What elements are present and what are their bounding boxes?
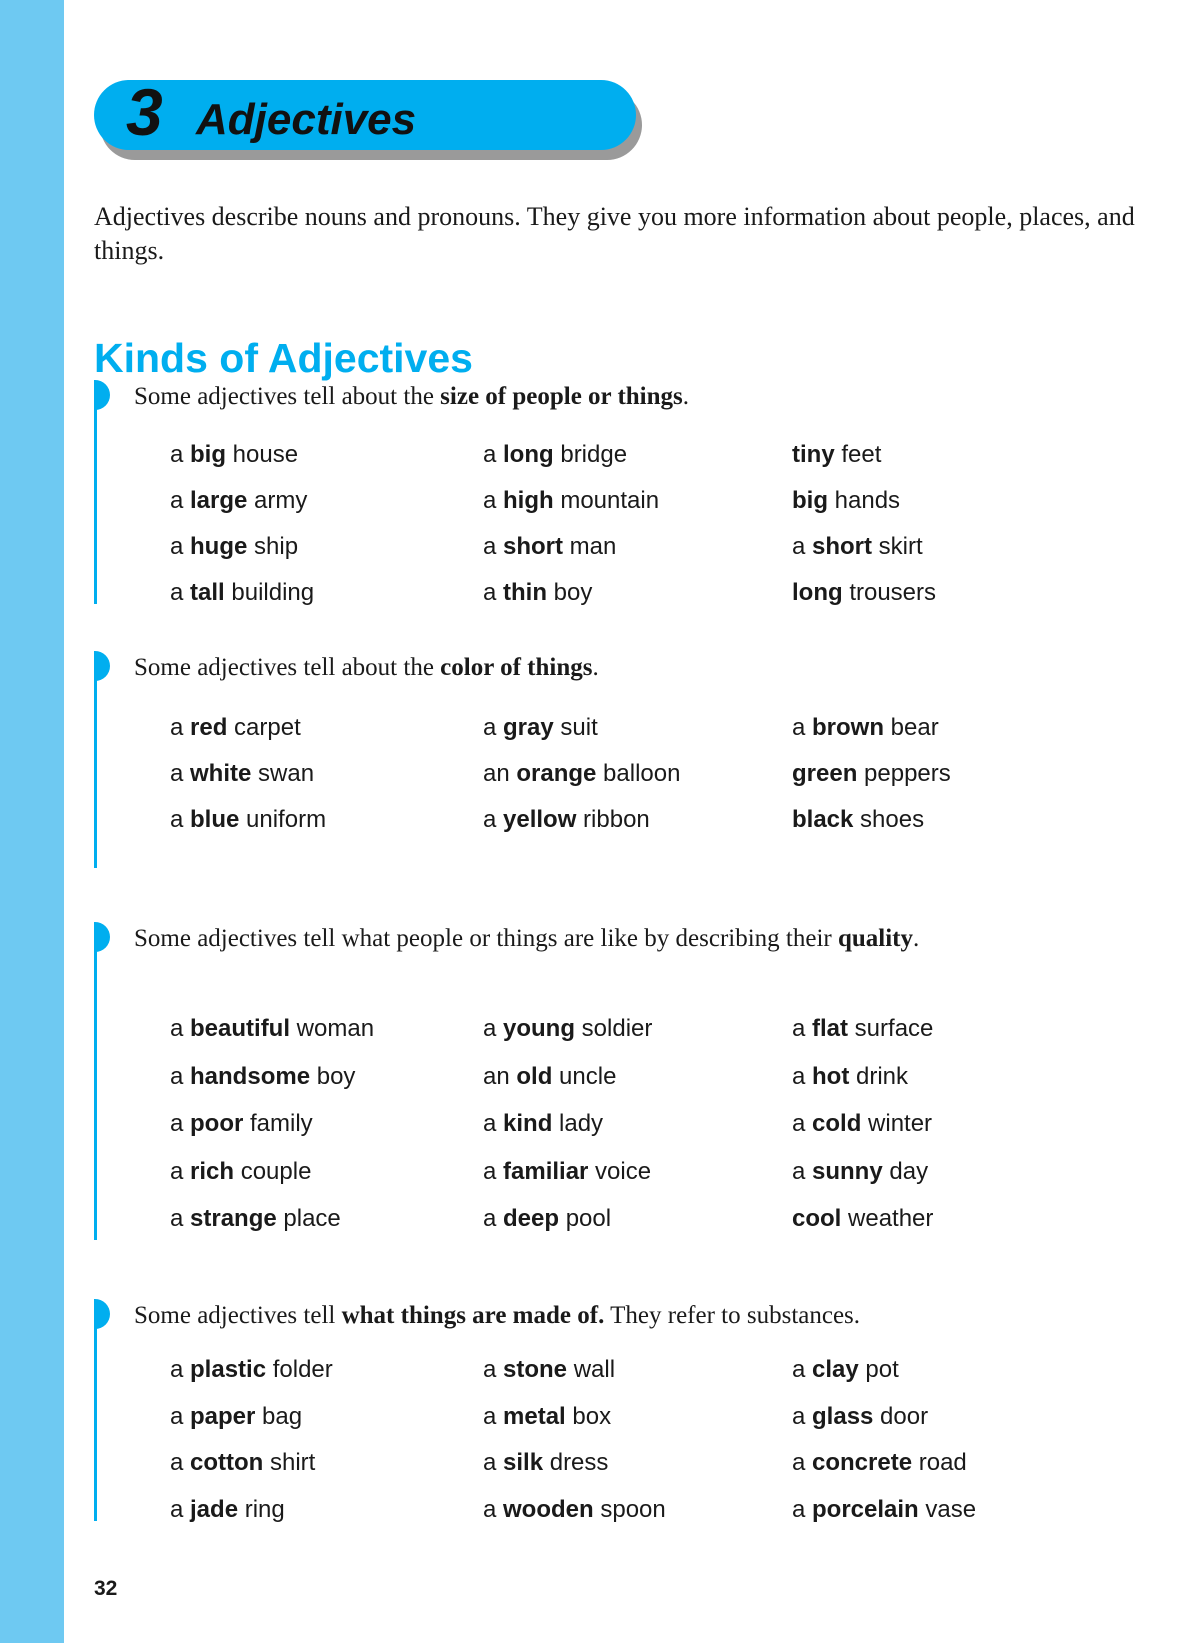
adjective: flat <box>812 1015 849 1042</box>
noun: winter <box>861 1110 933 1137</box>
lead-text: Some adjectives tell about the <box>134 654 441 681</box>
example-phrase <box>792 532 923 562</box>
noun: road <box>912 1449 967 1476</box>
adjective: metal <box>503 1403 566 1430</box>
example-phrase <box>170 759 314 789</box>
chapter-number: 3 <box>126 75 161 149</box>
article: an <box>483 760 517 787</box>
article: a <box>792 1063 813 1090</box>
example-phrase <box>483 759 680 789</box>
noun: ship <box>247 533 299 560</box>
lead-text: . <box>592 654 599 681</box>
article: a <box>792 1015 813 1042</box>
example-phrase <box>792 486 900 516</box>
example-phrase <box>170 1448 315 1478</box>
article: a <box>483 487 504 514</box>
adjective: tiny <box>792 441 835 468</box>
example-phrase <box>170 1109 313 1139</box>
article: a <box>483 1449 504 1476</box>
noun: couple <box>234 1158 312 1185</box>
example-phrase <box>792 1204 933 1234</box>
section-heading: Kinds of Adjectives <box>94 335 473 381</box>
adjective: young <box>503 1015 576 1042</box>
noun: family <box>243 1110 313 1137</box>
noun: surface <box>848 1015 934 1042</box>
noun: skirt <box>872 533 923 560</box>
noun: carpet <box>227 714 301 741</box>
noun: feet <box>834 441 882 468</box>
example-phrase <box>170 713 301 743</box>
article: a <box>170 714 191 741</box>
adjective: long <box>792 579 843 606</box>
noun: uncle <box>552 1063 617 1090</box>
bullet-marker-icon <box>94 1299 110 1329</box>
article: a <box>170 487 191 514</box>
noun: man <box>563 533 617 560</box>
noun: shirt <box>263 1449 316 1476</box>
article: a <box>170 1356 191 1383</box>
adjective: glass <box>812 1403 874 1430</box>
lead-text: Some adjectives tell <box>134 1302 342 1329</box>
article: a <box>170 760 191 787</box>
example-phrase <box>483 1204 611 1234</box>
example-phrase <box>483 532 616 562</box>
example-phrase <box>792 440 881 470</box>
article: a <box>483 806 504 833</box>
noun: wall <box>567 1356 616 1383</box>
example-phrase <box>170 1157 311 1187</box>
example-phrase <box>792 1355 899 1385</box>
group-lead-sentence <box>134 380 1094 414</box>
adjective: sunny <box>812 1158 883 1185</box>
adjective: cold <box>812 1110 862 1137</box>
example-phrase <box>792 1014 933 1044</box>
article: a <box>792 1110 813 1137</box>
adjective: beautiful <box>190 1015 291 1042</box>
noun: voice <box>588 1158 652 1185</box>
adjective: handsome <box>190 1063 311 1090</box>
article: a <box>170 1158 191 1185</box>
article: a <box>170 533 191 560</box>
example-phrase <box>483 486 659 516</box>
example-phrase <box>170 1355 333 1385</box>
adjective: stone <box>503 1356 568 1383</box>
example-phrase <box>170 1495 285 1525</box>
bullet-marker-icon <box>94 651 110 681</box>
noun: vase <box>918 1496 977 1523</box>
adjective: high <box>503 487 554 514</box>
example-phrase <box>483 713 598 743</box>
lead-text: Some adjectives tell what people or things are like by describing their <box>134 925 838 952</box>
adjective: long <box>503 441 554 468</box>
example-phrase <box>483 1355 615 1385</box>
adjective: white <box>190 760 252 787</box>
article: a <box>170 1403 191 1430</box>
adjective: deep <box>503 1205 560 1232</box>
group-rule <box>94 653 97 868</box>
article: a <box>170 579 191 606</box>
bullet-marker-icon <box>94 922 110 952</box>
noun: mountain <box>553 487 660 514</box>
noun: building <box>224 579 315 606</box>
lead-emphasis: what things are made of. <box>341 1302 605 1329</box>
adjective: silk <box>503 1449 544 1476</box>
noun: bear <box>884 714 939 741</box>
lead-text: They refer to substances. <box>604 1302 861 1329</box>
article: a <box>483 579 504 606</box>
noun: weather <box>841 1205 934 1232</box>
adjective: hot <box>812 1063 850 1090</box>
example-phrase <box>483 1062 616 1092</box>
article: a <box>483 1403 504 1430</box>
example-phrase <box>170 805 326 835</box>
noun: trousers <box>842 579 937 606</box>
example-phrase <box>483 1448 608 1478</box>
article: a <box>792 1496 813 1523</box>
article: a <box>170 1449 191 1476</box>
noun: boy <box>310 1063 356 1090</box>
example-phrase <box>792 578 936 608</box>
article: a <box>792 1356 813 1383</box>
adjective: short <box>503 533 564 560</box>
adjective: green <box>792 760 858 787</box>
adjective: cool <box>792 1205 842 1232</box>
article: a <box>483 1205 504 1232</box>
noun: boy <box>547 579 593 606</box>
noun: folder <box>266 1356 333 1383</box>
side-color-strip <box>0 0 64 1643</box>
adjective: clay <box>812 1356 859 1383</box>
adjective: huge <box>190 533 248 560</box>
adjective: paper <box>190 1403 256 1430</box>
article: a <box>483 1015 504 1042</box>
article: a <box>170 1110 191 1137</box>
adjective: yellow <box>503 806 577 833</box>
example-phrase <box>483 1157 651 1187</box>
example-phrase <box>792 1157 928 1187</box>
noun: peppers <box>857 760 951 787</box>
noun: door <box>873 1403 929 1430</box>
adjective: old <box>516 1063 553 1090</box>
adjective: porcelain <box>812 1496 919 1523</box>
group-rule <box>94 382 97 604</box>
example-phrase <box>170 1062 355 1092</box>
chapter-banner <box>94 75 642 160</box>
noun: pool <box>559 1205 612 1232</box>
adjective: jade <box>190 1496 239 1523</box>
chapter-title: Adjectives <box>196 95 417 144</box>
adjective: poor <box>190 1110 244 1137</box>
example-phrase <box>170 1204 341 1234</box>
noun: lady <box>552 1110 604 1137</box>
example-phrase <box>792 805 924 835</box>
noun: day <box>882 1158 929 1185</box>
article: a <box>170 1496 191 1523</box>
article: a <box>170 1063 191 1090</box>
lead-text: Some adjectives tell about the <box>134 383 441 410</box>
lead-text: . <box>682 383 690 410</box>
noun: drink <box>849 1063 909 1090</box>
noun: bag <box>255 1403 303 1430</box>
noun: balloon <box>596 760 681 787</box>
adjective: cotton <box>190 1449 264 1476</box>
adjective: big <box>792 487 828 514</box>
adjective: concrete <box>812 1449 913 1476</box>
adjective: big <box>190 441 227 468</box>
noun: shoes <box>853 806 925 833</box>
example-phrase <box>483 1109 603 1139</box>
example-phrase <box>792 759 951 789</box>
example-phrase <box>170 1014 374 1044</box>
noun: woman <box>290 1015 375 1042</box>
example-phrase <box>483 1014 652 1044</box>
example-phrase <box>792 1495 976 1525</box>
article: a <box>483 1356 504 1383</box>
article: a <box>170 806 191 833</box>
adjective: plastic <box>190 1356 267 1383</box>
example-phrase <box>792 1109 932 1139</box>
example-phrase <box>170 486 307 516</box>
example-phrase <box>170 1402 302 1432</box>
lead-emphasis: quality <box>837 925 913 952</box>
example-phrase <box>792 1402 928 1432</box>
article: a <box>483 533 504 560</box>
example-phrase <box>170 440 298 470</box>
page-number: 32 <box>94 1577 118 1600</box>
adjective: tall <box>190 579 225 606</box>
example-phrase <box>483 440 627 470</box>
article: a <box>170 1015 191 1042</box>
adjective: gray <box>503 714 554 741</box>
adjective: large <box>190 487 248 514</box>
noun: bridge <box>553 441 628 468</box>
article: a <box>483 1496 504 1523</box>
adjective: kind <box>503 1110 553 1137</box>
noun: suit <box>553 714 598 741</box>
example-phrase <box>483 578 592 608</box>
noun: army <box>247 487 308 514</box>
example-phrase <box>170 532 298 562</box>
noun: soldier <box>575 1015 653 1042</box>
example-phrase <box>792 713 939 743</box>
noun: ribbon <box>576 806 650 833</box>
article: a <box>483 441 504 468</box>
article: an <box>483 1063 517 1090</box>
example-phrase <box>483 1495 666 1525</box>
group-rule <box>94 924 97 1240</box>
example-phrase <box>483 1402 611 1432</box>
adjective: short <box>812 533 873 560</box>
lead-text: . <box>913 925 920 952</box>
intro-paragraph: Adjectives describe nouns and pronouns. They give you more information about people, places, and things. <box>94 202 1135 265</box>
article: a <box>483 714 504 741</box>
example-phrase <box>170 578 314 608</box>
adjective: wooden <box>503 1496 594 1523</box>
adjective: brown <box>812 714 885 741</box>
adjective: red <box>190 714 228 741</box>
article: a <box>483 1158 504 1185</box>
article: a <box>792 1449 813 1476</box>
noun: hands <box>828 487 901 514</box>
noun: place <box>276 1205 341 1232</box>
noun: dress <box>543 1449 609 1476</box>
group-lead-sentence <box>134 922 1094 956</box>
example-phrase <box>483 805 650 835</box>
adjective: rich <box>190 1158 235 1185</box>
group-rule <box>94 1301 97 1521</box>
lead-emphasis: size of people or things <box>440 383 683 410</box>
adjective: orange <box>516 760 597 787</box>
adjective: strange <box>190 1205 277 1232</box>
bullet-marker-icon <box>94 380 110 410</box>
adjective: thin <box>503 579 547 606</box>
noun: house <box>226 441 299 468</box>
lead-emphasis: color of things <box>440 654 593 681</box>
group-lead-sentence <box>134 1299 1094 1333</box>
group-lead-sentence <box>134 651 1094 685</box>
noun: uniform <box>239 806 327 833</box>
article: a <box>792 1158 813 1185</box>
article: a <box>792 714 813 741</box>
noun: ring <box>238 1496 285 1523</box>
article: a <box>170 441 191 468</box>
noun: pot <box>858 1356 899 1383</box>
article: a <box>483 1110 504 1137</box>
adjective: familiar <box>503 1158 589 1185</box>
example-phrase <box>792 1062 908 1092</box>
noun: swan <box>251 760 315 787</box>
noun: box <box>565 1403 612 1430</box>
article: a <box>792 1403 813 1430</box>
example-phrase <box>792 1448 967 1478</box>
article: a <box>170 1205 191 1232</box>
article: a <box>792 533 813 560</box>
adjective: black <box>792 806 854 833</box>
adjective: blue <box>190 806 240 833</box>
noun: spoon <box>593 1496 666 1523</box>
